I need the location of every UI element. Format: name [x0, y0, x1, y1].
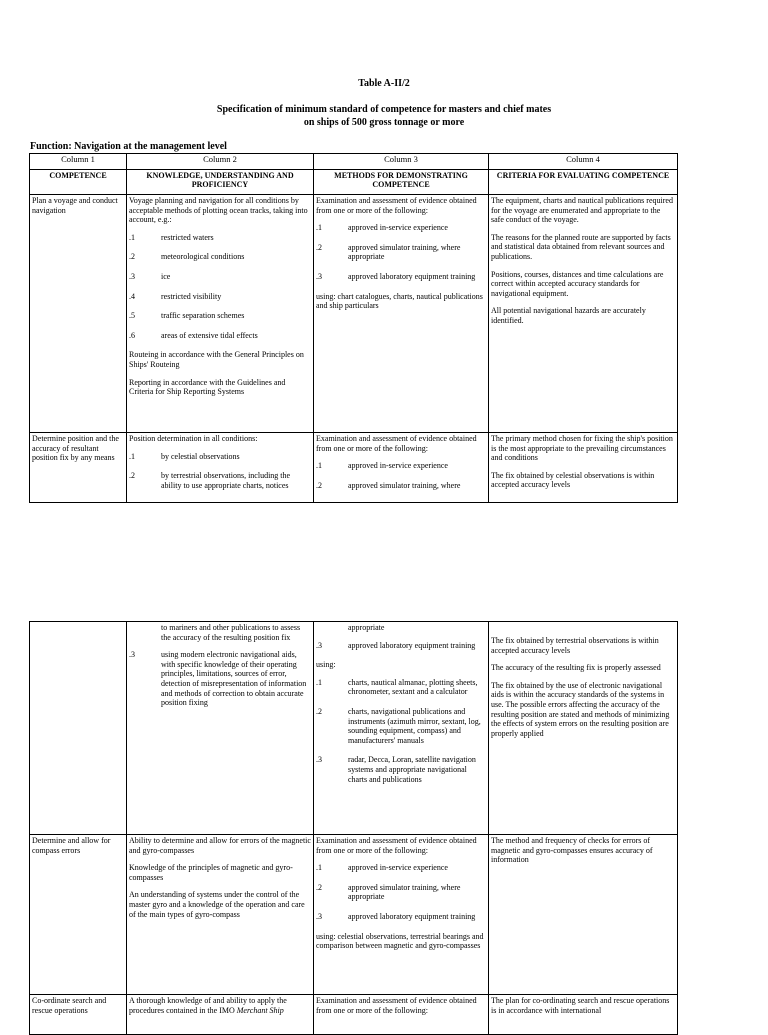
competence-cell [30, 835, 127, 995]
list-item: .1 approved in-service experience [316, 863, 448, 873]
methods-intro: Examination and assessment of evidence obtained from one or more of the following: [316, 836, 477, 855]
row-compass-errors [30, 835, 678, 995]
competence-cell [30, 433, 127, 503]
competence-cell-empty [30, 622, 127, 835]
knowledge-para: An understanding of systems under the control of the master gyro and a knowledge of the operation and care of the main types of gyro-compass [129, 890, 305, 919]
competence-text: Plan a voyage and conduct navigation [32, 196, 118, 215]
table-number: Table A-II/2 [358, 78, 410, 89]
methods-using: using: chart catalogues, charts, nautical publications and ship particulars [316, 291, 483, 311]
reporting-text: Reporting in accordance with the Guidelines and Criteria for Ship Reporting Systems [129, 377, 286, 397]
criteria-para: The primary method chosen for fixing the ship's position is the most appropriate to the prevailing circumstances and conditions [491, 434, 673, 463]
competence-text: Determine and allow for compass errors [32, 836, 111, 855]
competence-text: Determine position and the accuracy of resultant position fix by any means [32, 434, 119, 463]
knowledge-cell [127, 433, 314, 503]
criteria-para: The equipment, charts and nautical publications required for the voyage are enumerated and appropriate to the safe conduct of the voyage. [491, 196, 673, 225]
methods-cell [314, 433, 489, 503]
knowledge-continued: to mariners and other publications to assess the accuracy of the resulting position fix [161, 623, 301, 642]
methods-cell [314, 835, 489, 995]
list-item: .3 radar, Decca, Loran, satellite navigation systems and appropriate navigational charts and publications [316, 755, 476, 784]
knowledge-cell [127, 995, 314, 1035]
criteria-text: The plan for co-ordinating search and rescue operations is in accordance with international [491, 996, 670, 1015]
criteria-cell [489, 195, 678, 433]
column-2-label: Column 2 [127, 154, 314, 170]
criteria-para: The fix obtained by terrestrial observations is within accepted accuracy levels [491, 636, 659, 655]
list-item: .1 approved in-service experience [316, 461, 448, 471]
list-item: .2 charts, navigational publications and instruments (azimuth mirror, sextant, log, sounding equipment, compass) and manufacturers' manuals [316, 706, 481, 745]
column-4-label: Column 4 [489, 154, 678, 170]
criteria-para: All potential navigational hazards are accurately identified. [491, 306, 646, 325]
methods-cell [314, 995, 489, 1035]
spec-title-line2: on ships of 500 gross tonnage or more [303, 117, 465, 128]
row-determine-position-cont [30, 622, 678, 835]
competence-cell [30, 995, 127, 1035]
header-knowledge: KNOWLEDGE, UNDERSTANDING AND PROFICIENCY [127, 170, 314, 195]
list-item: .2 approved simulator training, where appropriate [316, 882, 461, 902]
list-item: .3 approved laboratory equipment training [316, 911, 476, 921]
criteria-para: Positions, courses, distances and time calculations are correct within accepted accuracy standards for navigational equipment. [491, 269, 664, 298]
knowledge-para: Knowledge of the principles of magnetic and gyro-compasses [129, 863, 293, 882]
competence-cell [30, 195, 127, 433]
knowledge-intro: Voyage planning and navigation for all conditions by acceptable methods of plotting ocean tracks, taking into account, e.g.: [129, 196, 308, 225]
methods-cell [314, 622, 489, 835]
knowledge-cell [127, 622, 314, 835]
methods-cell [314, 195, 489, 433]
knowledge-cell [127, 835, 314, 995]
list-item: .5 traffic separation schemes [129, 311, 245, 321]
list-item: .2 approved simulator training, where appropriate [316, 242, 461, 262]
header-criteria: CRITERIA FOR EVALUATING COMPETENCE [489, 170, 678, 195]
list-item: .2 meteorological conditions [129, 252, 245, 262]
criteria-cell [489, 433, 678, 503]
list-item: .3 using modern electronic navigational aids, with specific knowledge of their operating principles, limitations, sources of error, detection of misrepresentation of information and methods of correction to obtain accurate position fixing [129, 650, 307, 708]
column-3-label: Column 3 [314, 154, 489, 170]
criteria-cell [489, 835, 678, 995]
list-item: .1 by celestial observations [129, 451, 240, 461]
methods-using: using: [316, 660, 336, 670]
list-item: .3 approved laboratory equipment training [316, 640, 476, 650]
list-item: .1 charts, nautical almanac, plotting sheets, chronometer, sextant and a calculator [316, 677, 478, 697]
criteria-para: The accuracy of the resulting fix is properly assessed [491, 663, 661, 673]
row-search-rescue [30, 995, 678, 1035]
knowledge-italic: Merchant Ship [236, 1005, 284, 1015]
methods-using: using: celestial observations, terrestrial bearings and comparison between magnetic and gyro-compasses [316, 931, 484, 951]
criteria-para: The fix obtained by celestial observations is within accepted accuracy levels [491, 470, 655, 490]
spec-title-line1: Specification of minimum standard of competence for masters and chief mates [216, 104, 552, 115]
criteria-cell [489, 622, 678, 835]
header-competence: COMPETENCE [30, 170, 127, 195]
criteria-para: The reasons for the planned route are supported by facts and statistical data obtained from relevant sources and publications. [491, 232, 671, 261]
column-1-label: Column 1 [30, 154, 127, 170]
list-item: .2 approved simulator training, where [316, 480, 461, 490]
header-methods: METHODS FOR DEMONSTRATING COMPETENCE [314, 170, 489, 195]
row-plan-voyage [30, 195, 678, 433]
list-item: .1 approved in-service experience [316, 223, 448, 233]
methods-intro: Examination and assessment of evidence obtained from one or more of the following: [316, 434, 477, 453]
competence-text: Co-ordinate search and rescue operations [32, 996, 107, 1015]
competence-table-page2 [29, 621, 678, 1035]
routeing-text: Routeing in accordance with the General Principles on Ships' Routeing [129, 350, 304, 369]
list-item: .3 approved laboratory equipment training [316, 271, 476, 281]
criteria-para: The method and frequency of checks for errors of magnetic and gyro-compasses ensures accuracy of information [491, 836, 653, 865]
knowledge-text: A thorough knowledge of and ability to apply the procedures contained in the IMO [129, 996, 287, 1015]
row-determine-position [30, 433, 678, 503]
methods-continued: appropriate [348, 623, 385, 632]
competence-table-page1 [29, 153, 678, 503]
knowledge-para: Ability to determine and allow for errors of the magnetic and gyro-compasses [129, 836, 311, 855]
knowledge-intro: Position determination in all conditions: [129, 434, 258, 443]
criteria-cell [489, 995, 678, 1035]
list-item: .1 restricted waters [129, 232, 214, 242]
list-item: .2 by terrestrial observations, including the ability to use appropriate charts, notices [129, 471, 291, 490]
function-heading: Function: Navigation at the management level [30, 141, 227, 152]
criteria-para: The fix obtained by the use of electronic navigational aids is within the accuracy standards of the systems in use. The possible errors affecting the accuracy of the resulting position are stated and methods of minimizing the effects of system errors on the resulting position are properly applied [491, 680, 670, 738]
list-item: .4 restricted visibility [129, 291, 222, 301]
methods-intro: Examination and assessment of evidence obtained from one or more of the following: [316, 996, 477, 1015]
knowledge-cell [127, 195, 314, 433]
methods-intro: Examination and assessment of evidence obtained from one or more of the following: [316, 196, 477, 215]
list-item: .3 ice [129, 271, 171, 281]
list-item: .6 areas of extensive tidal effects [129, 330, 258, 340]
